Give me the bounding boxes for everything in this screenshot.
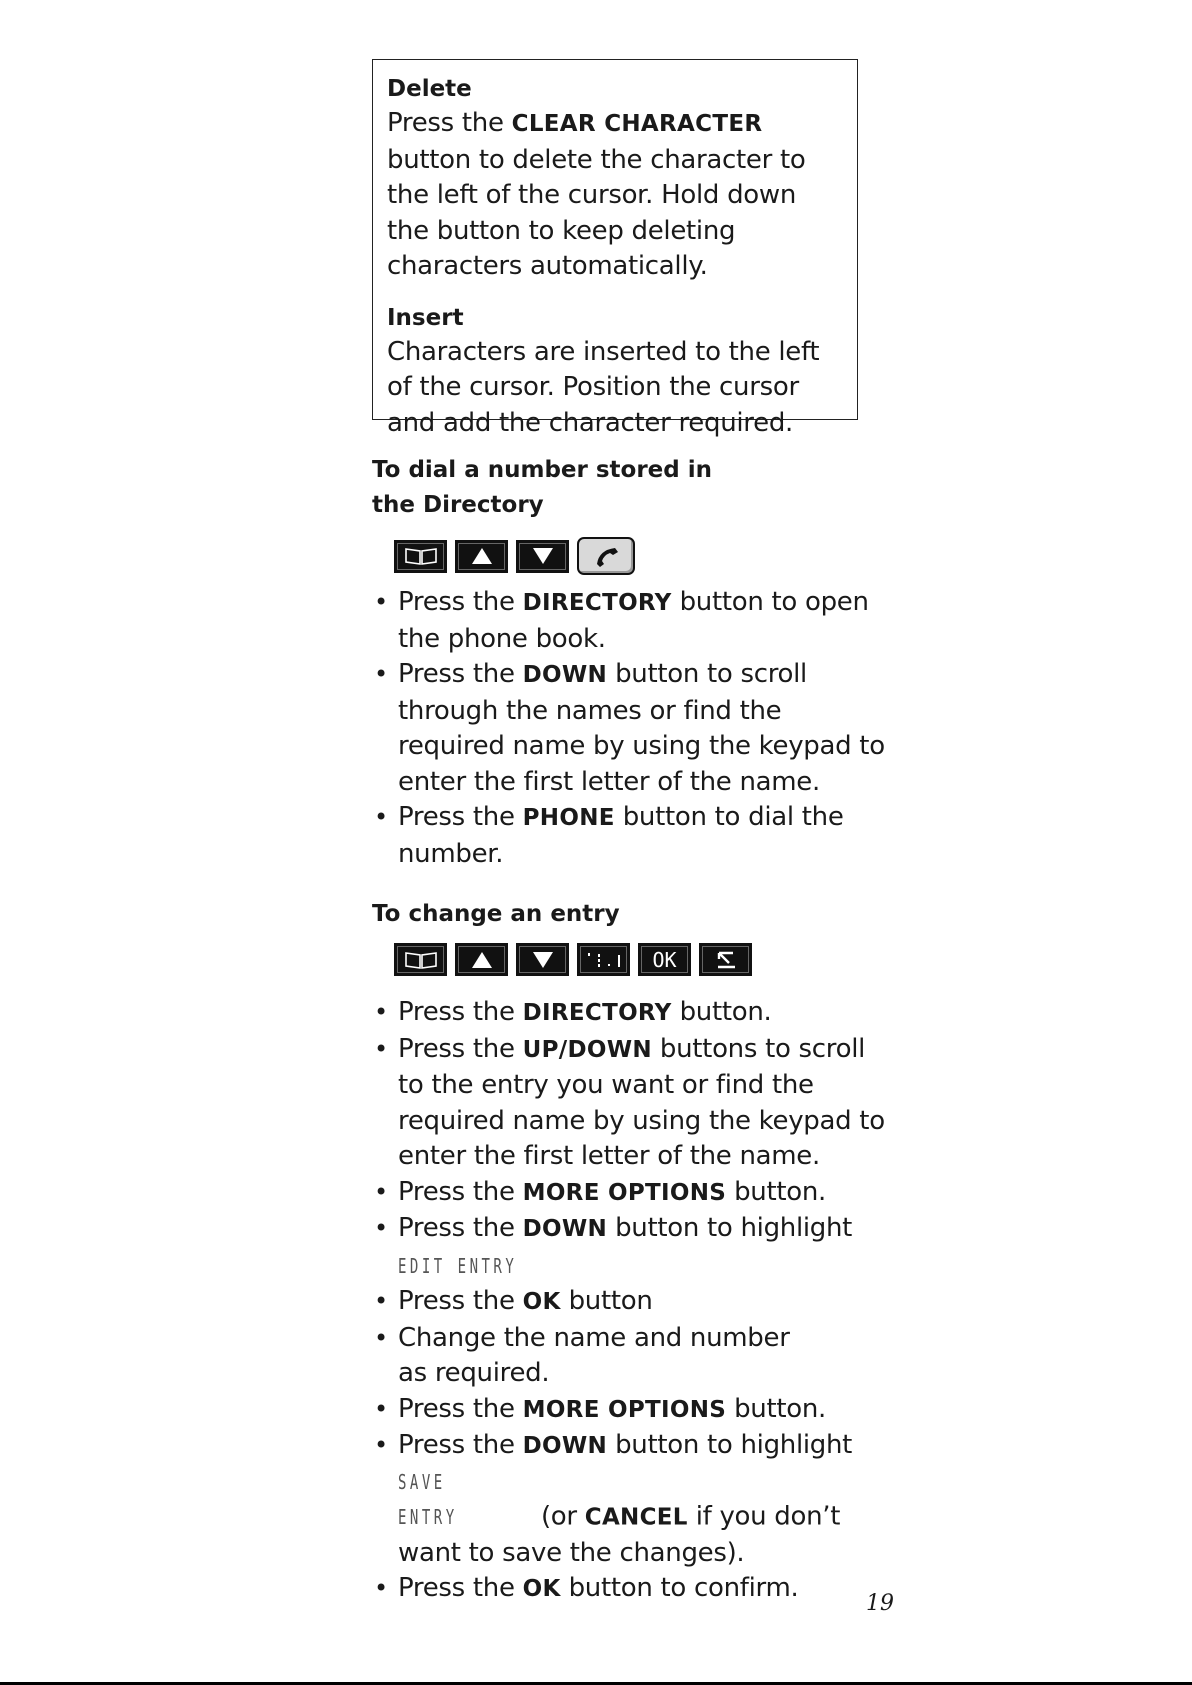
list-item: • Press the UP/DOWN buttons to scroll to the entry you want or find the required name by using the keypad to enter the first letter of the name. — [372, 1032, 892, 1175]
list-item: • Press the DIRECTORY button. — [372, 995, 892, 1032]
directory-book-icon — [394, 943, 447, 976]
delete-text: Press the CLEAR CHARACTER button to delete the character to the left of the cursor. Hold down the button to keep deleting characters automatically. — [387, 108, 806, 281]
list-item: • Press the DOWN button to highlight SAVE ENTRY (or CANCEL if you don’t want to save the changes). — [372, 1428, 892, 1571]
list-item: • Press the MORE OPTIONS button. — [372, 1392, 892, 1429]
up-arrow-icon — [455, 540, 508, 573]
lcd-display-text: EDIT ENTRY — [398, 1253, 518, 1278]
insert-heading: Insert — [387, 304, 464, 331]
phone-handset-icon — [577, 537, 635, 575]
lcd-display-text: SAVE ENTRY — [398, 1469, 458, 1529]
dial-heading: To dial a number stored in the Directory — [372, 457, 713, 518]
change-steps — [372, 995, 892, 1608]
insert-text: Characters are inserted to the left of the cursor. Position the cursor and add the character required. — [387, 336, 820, 438]
change-heading: To change an entry — [372, 901, 620, 927]
dial-icon-row — [394, 537, 635, 575]
more-options-icon — [577, 943, 630, 976]
dial-steps — [372, 585, 892, 872]
clear-character-key: CLEAR CHARACTER — [511, 111, 763, 137]
list-item: • Change the name and number as required. — [372, 1321, 798, 1392]
directory-book-icon — [394, 540, 447, 573]
list-item: • Press the DOWN button to highlight EDIT ENTRY — [372, 1211, 892, 1284]
down-arrow-icon — [516, 943, 569, 976]
ok-key: OK — [638, 943, 691, 976]
down-arrow-icon — [516, 540, 569, 573]
back-arrow-icon — [699, 943, 752, 976]
page-number: 19 — [866, 1591, 894, 1616]
up-arrow-icon — [455, 943, 508, 976]
list-item: • Press the PHONE button to dial the number. — [372, 800, 892, 872]
list-item: • Press the MORE OPTIONS button. — [372, 1175, 892, 1212]
list-item: • Press the DOWN button to scroll through the names or find the required name by using the keypad to enter the first letter of the name. — [372, 657, 892, 800]
change-icon-row — [394, 943, 752, 976]
delete-heading: Delete — [387, 76, 472, 102]
list-item: • Press the OK button to confirm. — [372, 1571, 892, 1608]
list-item: • Press the DIRECTORY button to open the phone book. — [372, 585, 892, 657]
delete-insert-box — [372, 59, 858, 438]
list-item: • Press the OK button — [372, 1284, 892, 1321]
